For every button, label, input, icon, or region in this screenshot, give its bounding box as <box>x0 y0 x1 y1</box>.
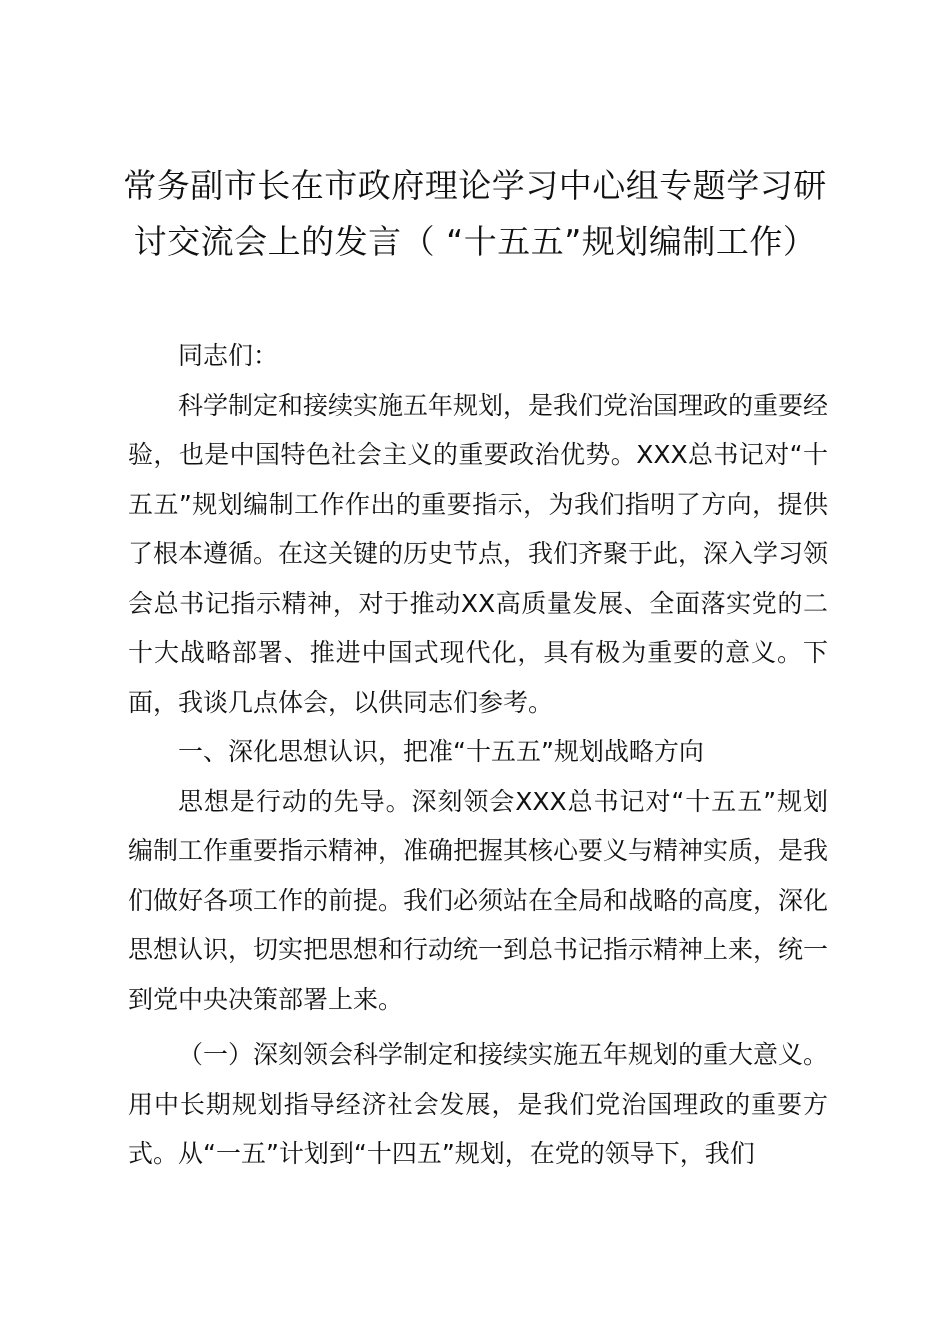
section-heading-1: 一、深化思想认识，把准“十五五”规划战略方向 <box>178 737 704 766</box>
document-title: 常务副市长在市政府理论学习中心组专题学习研讨交流会上的发言（ “十五五”规划编制工作） <box>123 166 827 261</box>
salutation: 同志们： <box>178 341 279 370</box>
section-1-paragraph: 思想是行动的先导。深刻领会XXX总书记对“十五五”规划编制工作重要指示精神，准确把握其核心要义与精神实质，是我们做好各项工作的前提。我们必须站在全局和战略的高度，深化思想认识，切实把思想和行动统一到总书记指示精神上来，统一到党中央决策部署上来。 <box>128 786 829 1014</box>
subsection-1-paragraph: （一）深刻领会科学制定和接续实施五年规划的重大意义。用中长期规划指导经济社会发展，是我们党治国理政的重要方式。从“一五”计划到“十四五”规划，在党的领导下，我们 <box>128 1040 829 1168</box>
intro-paragraph: 科学制定和接续实施五年规划，是我们党治国理政的重要经验，也是中国特色社会主义的重要政治优势。XXX总书记对“十五五”规划编制工作作出的重要指示，为我们指明了方向，提供了根本遵循。在这关键的历史节点，我们齐聚于此，深入学习领会总书记指示精神，对于推动XX高质量发展、全面落实党的二十大战略部署、推进中国式现代化，具有极为重要的意义。下面，我谈几点体会，以供同志们参考。 <box>128 390 829 717</box>
document-body <box>128 331 828 1179</box>
